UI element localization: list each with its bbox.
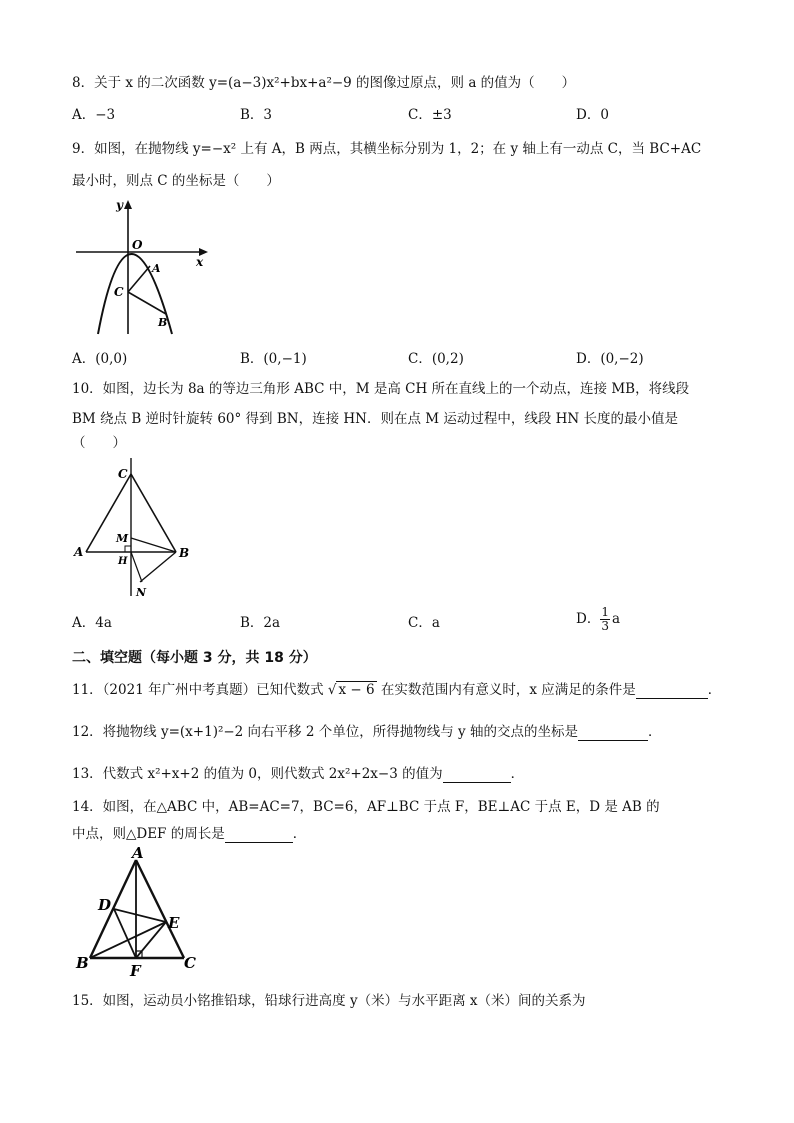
fraction-numerator: 1 [601,605,609,619]
label-m: M [116,532,129,545]
segment-df [114,909,136,958]
segment-de [114,909,166,922]
q12-answer-blank[interactable] [578,722,648,741]
label-c: C [114,285,124,299]
q10-option-d-suffix: a [611,611,621,627]
label-d: D [98,896,112,914]
q14-end: ． [292,826,307,842]
label-y: y [116,198,123,212]
q13-text: 13．代数式 x²+x+2 的值为 0，则代数式 2x²+2x−3 的值为 [72,766,443,782]
q13-end: ． [510,766,525,782]
label-b: B [76,954,89,972]
label-a: A [152,262,161,275]
q12-text: 12．将抛物线 y=(x+1)²−2 向右平移 2 个单位，所得抛物线与 y 轴的交点的坐标是 [72,724,578,740]
segment-ca [128,266,150,292]
q10-stem-line2: BM 绕点 B 逆时针旋转 60° 得到 BN，连接 HN．则在点 M 运动过程中，线段 HN 长度的最小值是 [72,411,679,427]
q11-answer-blank[interactable] [636,680,708,699]
q11-suffix: 在实数范围内有意义时，x 应满足的条件是 [376,682,636,698]
segment-hn [131,552,142,582]
q14-stem-line1: 14．如图，在△ABC 中，AB=AC=7，BC=6，AF⊥BC 于点 F，BE⊥AC 于点 E，D 是 AB 的 [72,799,660,815]
q10-option-d [576,606,620,633]
q11-end: ． [707,682,722,698]
fraction-denominator: 3 [601,619,609,633]
q14-stem-line2 [72,824,306,843]
section-title-fill-in: 二、填空题（每小题 3 分，共 18 分） [72,650,317,666]
q15-stem: 15．如图，运动员小铭推铅球，铅球行进高度 y（米）与水平距离 x（米）间的关系为 [72,993,586,1009]
side-ac [136,860,184,958]
q10-triangle-figure [70,456,200,606]
q8-option-d: D．0 [576,107,609,123]
label-b: B [158,316,168,329]
label-c: C [184,954,196,972]
label-c: C [118,467,128,481]
label-x: x [196,255,204,269]
right-angle-mark [125,546,131,552]
q8-option-b: B．3 [240,107,273,123]
q8-option-c: C．±3 [408,107,452,123]
q14-triangle-figure [74,846,210,986]
q8-option-a: A．−3 [72,107,116,123]
q9-option-b: B．(0,−1) [240,351,307,367]
q14-answer-blank[interactable] [225,824,293,843]
q10-option-d-prefix: D． [576,611,601,627]
segment-ef [136,922,166,958]
q13-answer-blank[interactable] [443,764,511,783]
label-o: O [132,238,143,252]
q8-stem: 8．关于 x 的二次函数 y=(a−3)x²+bx+a²−9 的图像过原点，则 a 的值为（ ） [72,75,576,91]
sqrt-icon: √ [327,682,337,698]
y-axis-arrow-icon [124,200,132,209]
label-e: E [168,914,180,932]
q11-prefix: 11．（2021 年广州中考真题）已知代数式 [72,682,328,698]
q12-stem [72,722,661,741]
label-f: F [130,962,141,980]
q9-option-d: D．(0,−2) [576,351,644,367]
q10-stem-line3: （ ） [72,435,126,451]
q9-option-c: C．(0,2) [408,351,464,367]
q10-stem-line1: 10．如图，边长为 8a 的等边三角形 ABC 中，M 是高 CH 所在直线上的一个动点，连接 MB，将线段 [72,381,690,397]
q11-stem [72,680,721,699]
q9-stem-line1: 9．如图，在抛物线 y=−x² 上有 A，B 两点，其横坐标分别为 1，2；在 y 轴上有一动点 C，当 BC+AC [72,141,702,157]
q9-stem-line2: 最小时，则点 C 的坐标是（ ） [72,173,280,189]
q11-radicand: x − 6 [338,682,375,698]
label-n: N [136,586,147,599]
label-h: H [118,556,128,567]
q10-option-b: B．2a [240,615,281,631]
label-a: A [74,545,84,559]
q9-parabola-figure [72,196,212,340]
q10-option-a: A．4a [72,615,112,631]
fraction-one-third [600,606,610,633]
q12-end: ． [647,724,662,740]
q9-option-a: A．(0,0) [72,351,128,367]
q14-text: 中点，则△DEF 的周长是 [72,826,225,842]
q13-stem [72,764,524,783]
segment-bn [140,552,176,582]
label-a: A [132,846,144,862]
label-b: B [179,546,190,560]
q10-option-c: C．a [408,615,440,631]
